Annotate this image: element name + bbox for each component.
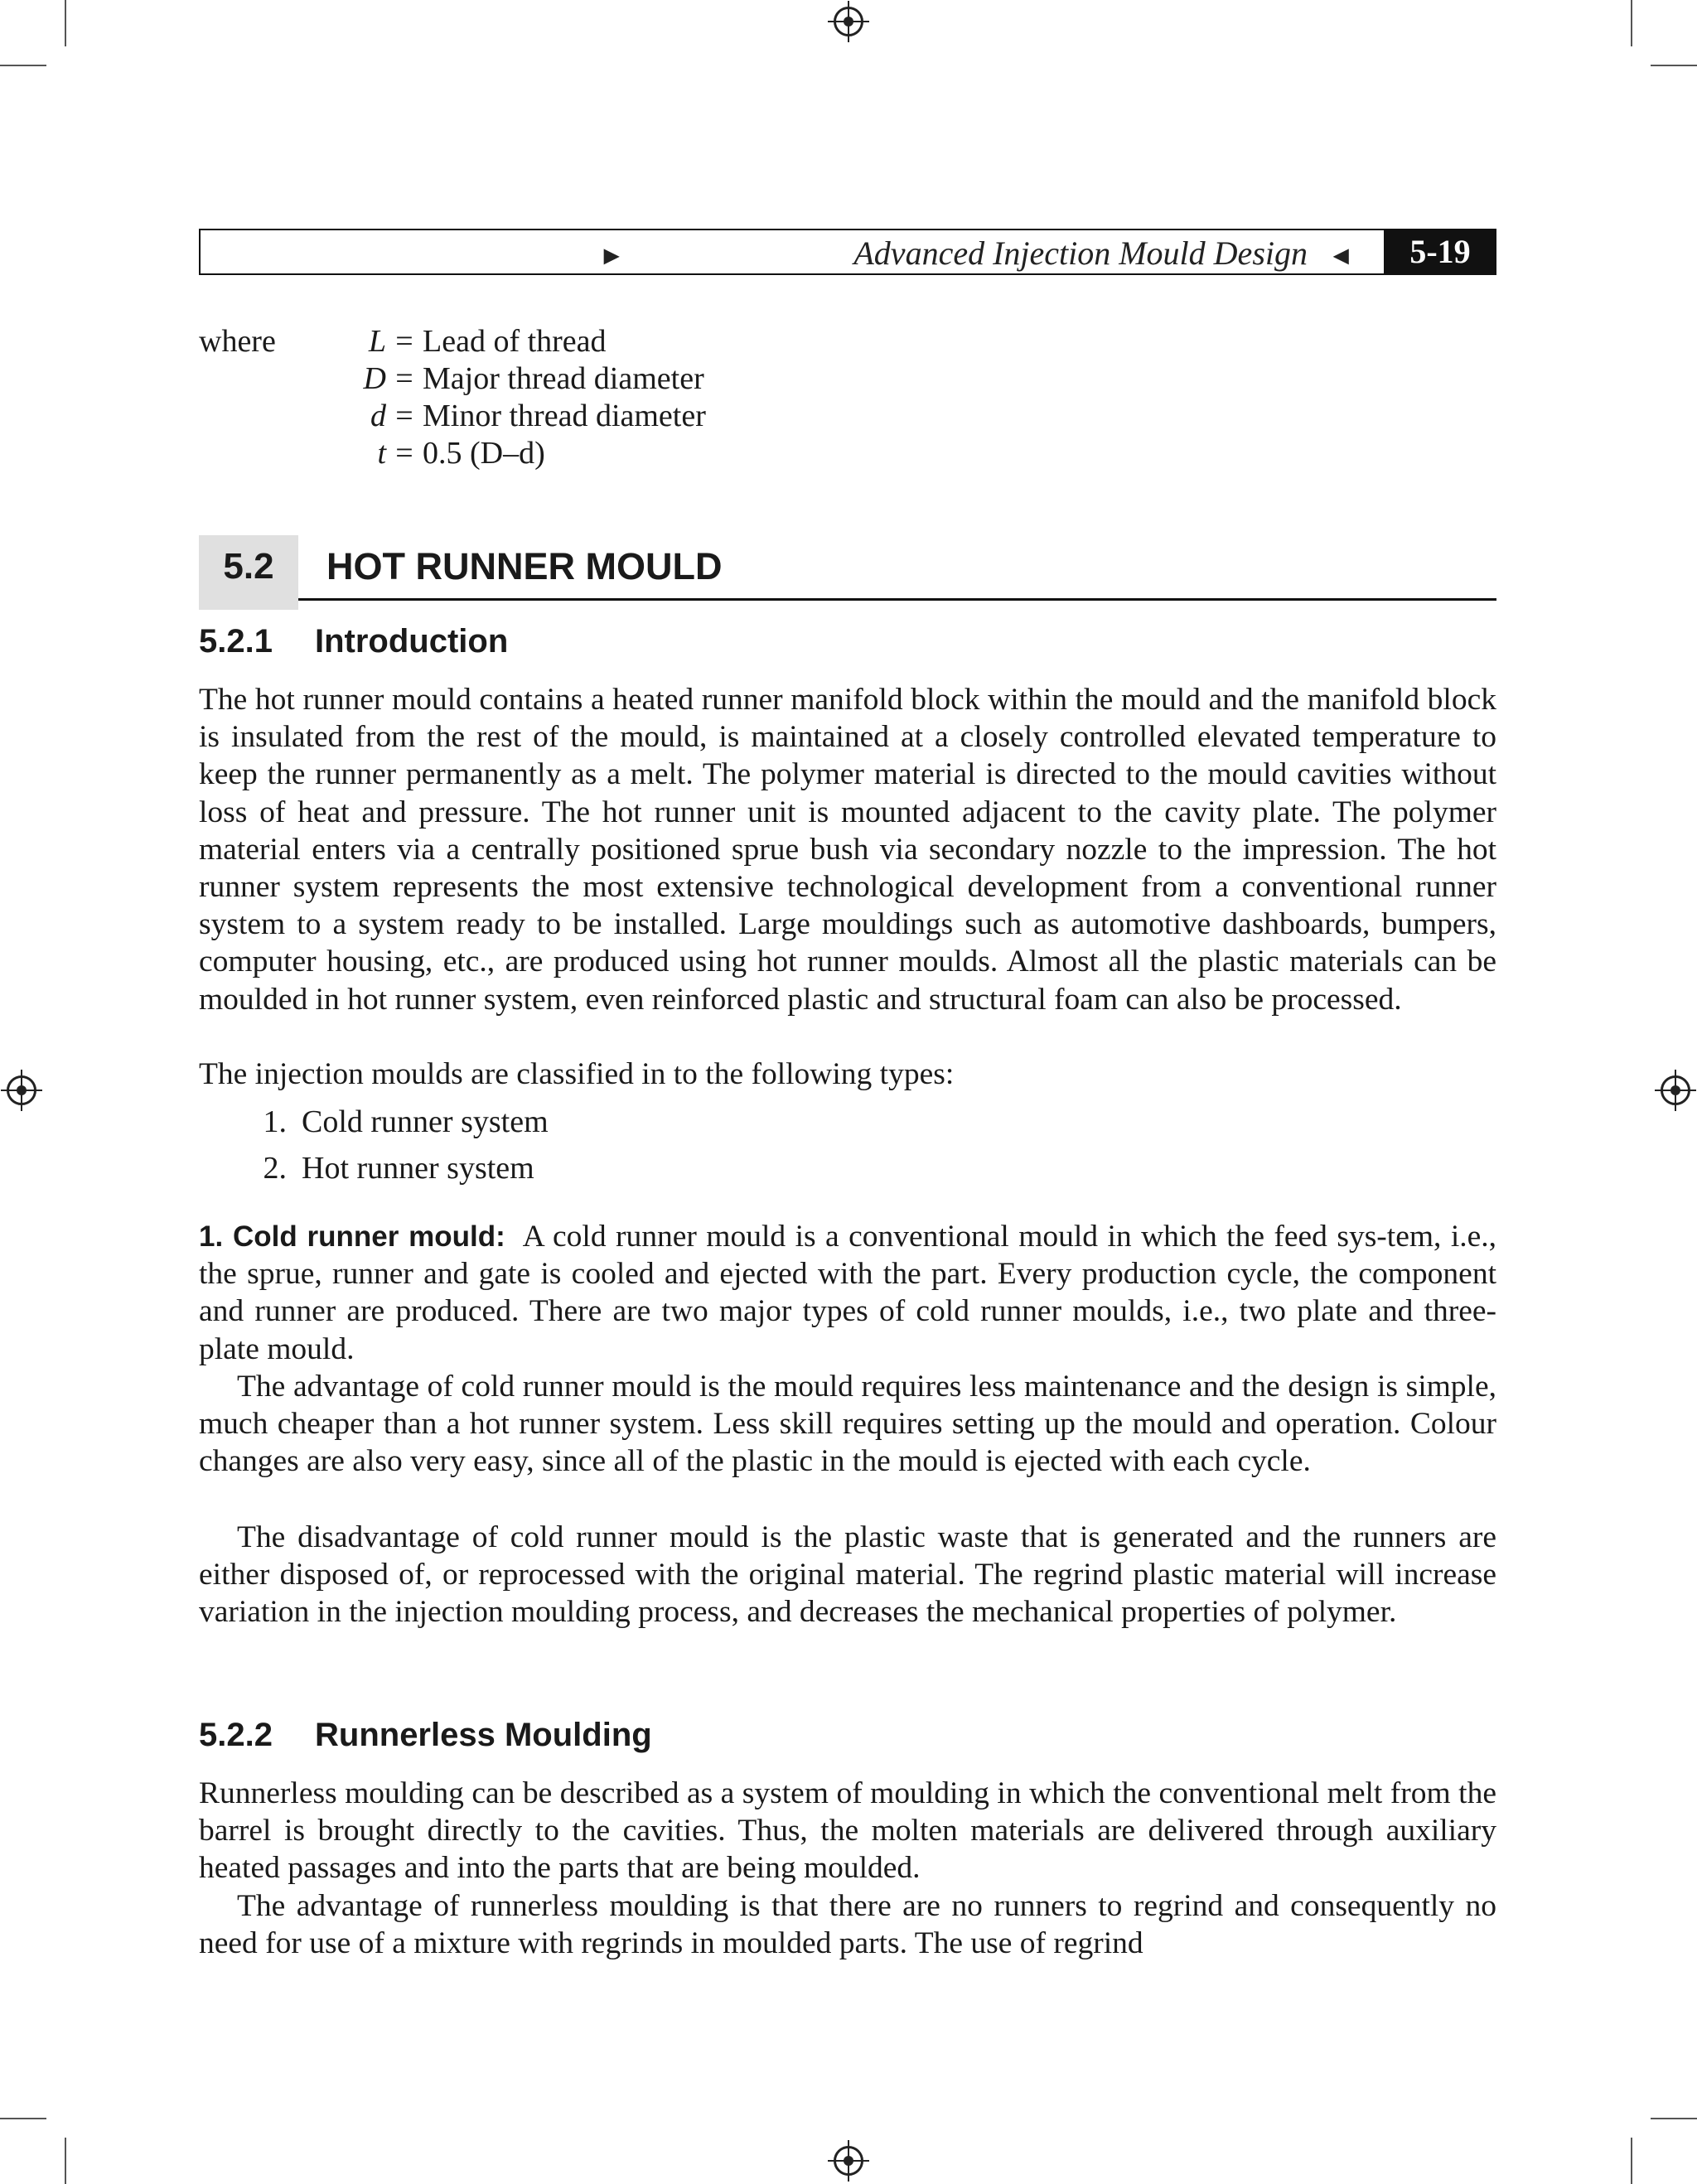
crop-mark-top-left-v [65, 0, 66, 46]
registration-mark-left-icon [7, 1075, 36, 1105]
crop-mark-bottom-left-h [0, 2118, 46, 2119]
crop-mark-top-right-v [1631, 0, 1632, 46]
where-row [353, 398, 1016, 435]
subsection-heading [199, 623, 508, 660]
definition: Minor thread diameter [423, 399, 706, 433]
right-arrow-icon: ► [598, 240, 625, 270]
left-arrow-icon: ◄ [1327, 240, 1354, 270]
classify-line: The injection moulds are classified in to the following types: [199, 1057, 955, 1091]
where-row [353, 435, 1016, 472]
list-text: Hot runner system [302, 1151, 534, 1186]
list-item [199, 1104, 549, 1140]
cold-runner-runin-heading: 1. Cold runner mould: [199, 1220, 505, 1253]
list-number: 2. [263, 1151, 287, 1186]
equals: = [395, 361, 413, 396]
runnerless-paragraph: Runnerless moulding can be described as a system of moulding in which the conventional melt from the barrel is brought directly to the cavities. Thus, the molten materials are delivered through auxiliary heated passages and into the parts that are being moulded. [199, 1776, 1496, 1886]
crop-mark-bottom-right-v [1631, 2138, 1632, 2184]
subsection-number: 5.2.1 [199, 623, 273, 660]
registration-mark-top-icon [834, 7, 863, 36]
runnerless-advantage-paragraph: The advantage of runnerless moulding is that there are no runners to regrind and consequently no need for use of a mixture with regrinds in moulded parts. The use of regrind [199, 1889, 1496, 1961]
running-title: Advanced Injection Mould Design [853, 234, 1308, 272]
definition: Major thread diameter [423, 361, 704, 396]
crop-mark-top-right-h [1651, 65, 1697, 66]
definition: Lead of thread [423, 324, 607, 359]
page-number: 5-19 [1384, 229, 1496, 275]
subsection-heading [199, 1717, 652, 1754]
equals: = [395, 324, 413, 359]
registration-mark-bottom-icon [834, 2146, 863, 2176]
symbol: D [363, 361, 386, 396]
section-heading [199, 535, 1496, 601]
subsection-number: 5.2.2 [199, 1717, 273, 1753]
subsection-title: Introduction [315, 623, 509, 660]
subsection-title: Runnerless Moulding [315, 1717, 652, 1753]
symbol: L [368, 324, 386, 359]
section-number: 5.2 [199, 535, 298, 610]
cold-runner-paragraph [199, 1218, 1496, 1368]
disadvantage-paragraph: The disadvantage of cold runner mould is the plastic waste that is generated and the runners are either disposed of, or reprocessed with the original material. The regrind plastic material will increase variation in the injection moulding process, and decreases the mechanical properties of polymer. [199, 1520, 1496, 1630]
crop-mark-bottom-right-h [1651, 2118, 1697, 2119]
symbol: d [370, 399, 386, 433]
list-number: 1. [263, 1104, 287, 1139]
crop-mark-bottom-left-v [65, 2138, 66, 2184]
list-item [199, 1150, 534, 1186]
crop-mark-top-left-h [0, 65, 46, 66]
advantage-paragraph: The advantage of cold runner mould is the mould requires less maintenance and the design is simple, much cheaper than a hot runner system. Less skill requires setting up the mould and operation. Colour changes are also very easy, since all of the plastic in the mould is ejected with each cycle. [199, 1370, 1496, 1479]
section-title: HOT RUNNER MOULD [326, 545, 723, 587]
cold-runner-text: A cold runner mould is a conventional mould in which the feed sys-tem, i.e., the sprue, runner and gate is cooled and ejected with the part. Every production cycle, the component and runner are produced. There are two major types of cold runner moulds, i.e., two plate and three-plate mould. [199, 1220, 1497, 1366]
symbol: t [377, 436, 386, 471]
where-row [353, 323, 1016, 360]
intro-paragraph: The hot runner mould contains a heated runner manifold block within the mould and the manifold block is insulated from the rest of the mould, is maintained at a closely controlled elevated temperature to keep the runner permanently as a melt. The polymer material is directed to the mould cavities without loss of heat and pressure. The hot runner unit is mounted adjacent to the cavity plate. The polymer material enters via a centrally positioned sprue bush via secondary nozzle to the impression. The hot runner system represents the most extensive technological development from a conventional runner system to a system ready to be installed. Large mouldings such as automotive dashboards, bumpers, computer housing, etc., are produced using hot runner moulds. Almost all the plastic materials can be moulded in hot runner system, even reinforced plastic and structural foam can also be processed. [199, 683, 1496, 1017]
definition: 0.5 (D–d) [423, 436, 545, 471]
registration-mark-right-icon [1661, 1075, 1690, 1105]
equals: = [395, 436, 413, 471]
where-label: where [199, 324, 276, 359]
equals: = [395, 399, 413, 433]
list-text: Cold runner system [302, 1104, 549, 1139]
where-row [353, 360, 1016, 398]
running-header [199, 229, 1496, 275]
